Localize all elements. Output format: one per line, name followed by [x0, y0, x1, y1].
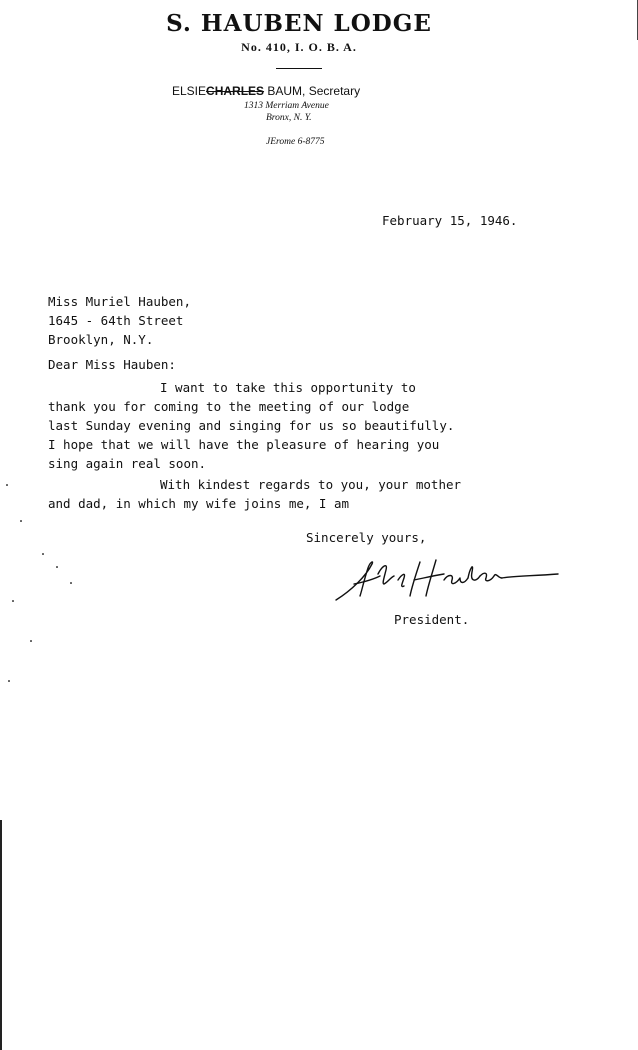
paragraph-line: With kindest regards to you, your mother [160, 477, 462, 492]
recipient-city: Brooklyn, N.Y. [48, 332, 154, 347]
recipient-address [48, 292, 191, 349]
salutation: Dear Miss Hauben: [48, 357, 176, 372]
secretary-rest: BAUM, Secretary [264, 84, 361, 98]
lodge-number: No. 410, I. O. B. A. [241, 40, 357, 54]
paragraph-line: sing again real soon. [48, 456, 207, 471]
closing: Sincerely yours, [306, 530, 427, 545]
letterhead-rule [276, 68, 322, 69]
scan-edge-left [0, 820, 2, 1050]
recipient-street: 1645 - 64th Street [48, 313, 184, 328]
paragraph-line: I want to take this opportunity to [160, 380, 416, 395]
paragraph-line: and dad, in which my wife joins me, I am [48, 496, 350, 511]
letter-date: February 15, 1946. [382, 213, 518, 228]
paragraph-one [48, 378, 454, 473]
signer-title: President. [394, 612, 470, 627]
secretary-struck-name: CHARLES [206, 84, 265, 98]
secretary-line [172, 84, 360, 98]
secretary-address-street: 1313 Merriam Avenue [244, 101, 329, 111]
paragraph-line: last Sunday evening and singing for us so beautifully. [48, 418, 455, 433]
secretary-phone: JErome 6-8775 [266, 137, 325, 147]
secretary-address-city: Bronx, N. Y. [266, 113, 312, 123]
handwritten-signature [332, 554, 564, 606]
paragraph-line: I hope that we will have the pleasure of hearing you [48, 437, 440, 452]
recipient-name: Miss Muriel Hauben, [48, 294, 191, 309]
lodge-name: S. HAUBEN LODGE [166, 10, 432, 37]
secretary-first-name: ELSIE [172, 84, 207, 98]
paragraph-two [48, 475, 461, 513]
paragraph-line: thank you for coming to the meeting of our lodge [48, 399, 410, 414]
